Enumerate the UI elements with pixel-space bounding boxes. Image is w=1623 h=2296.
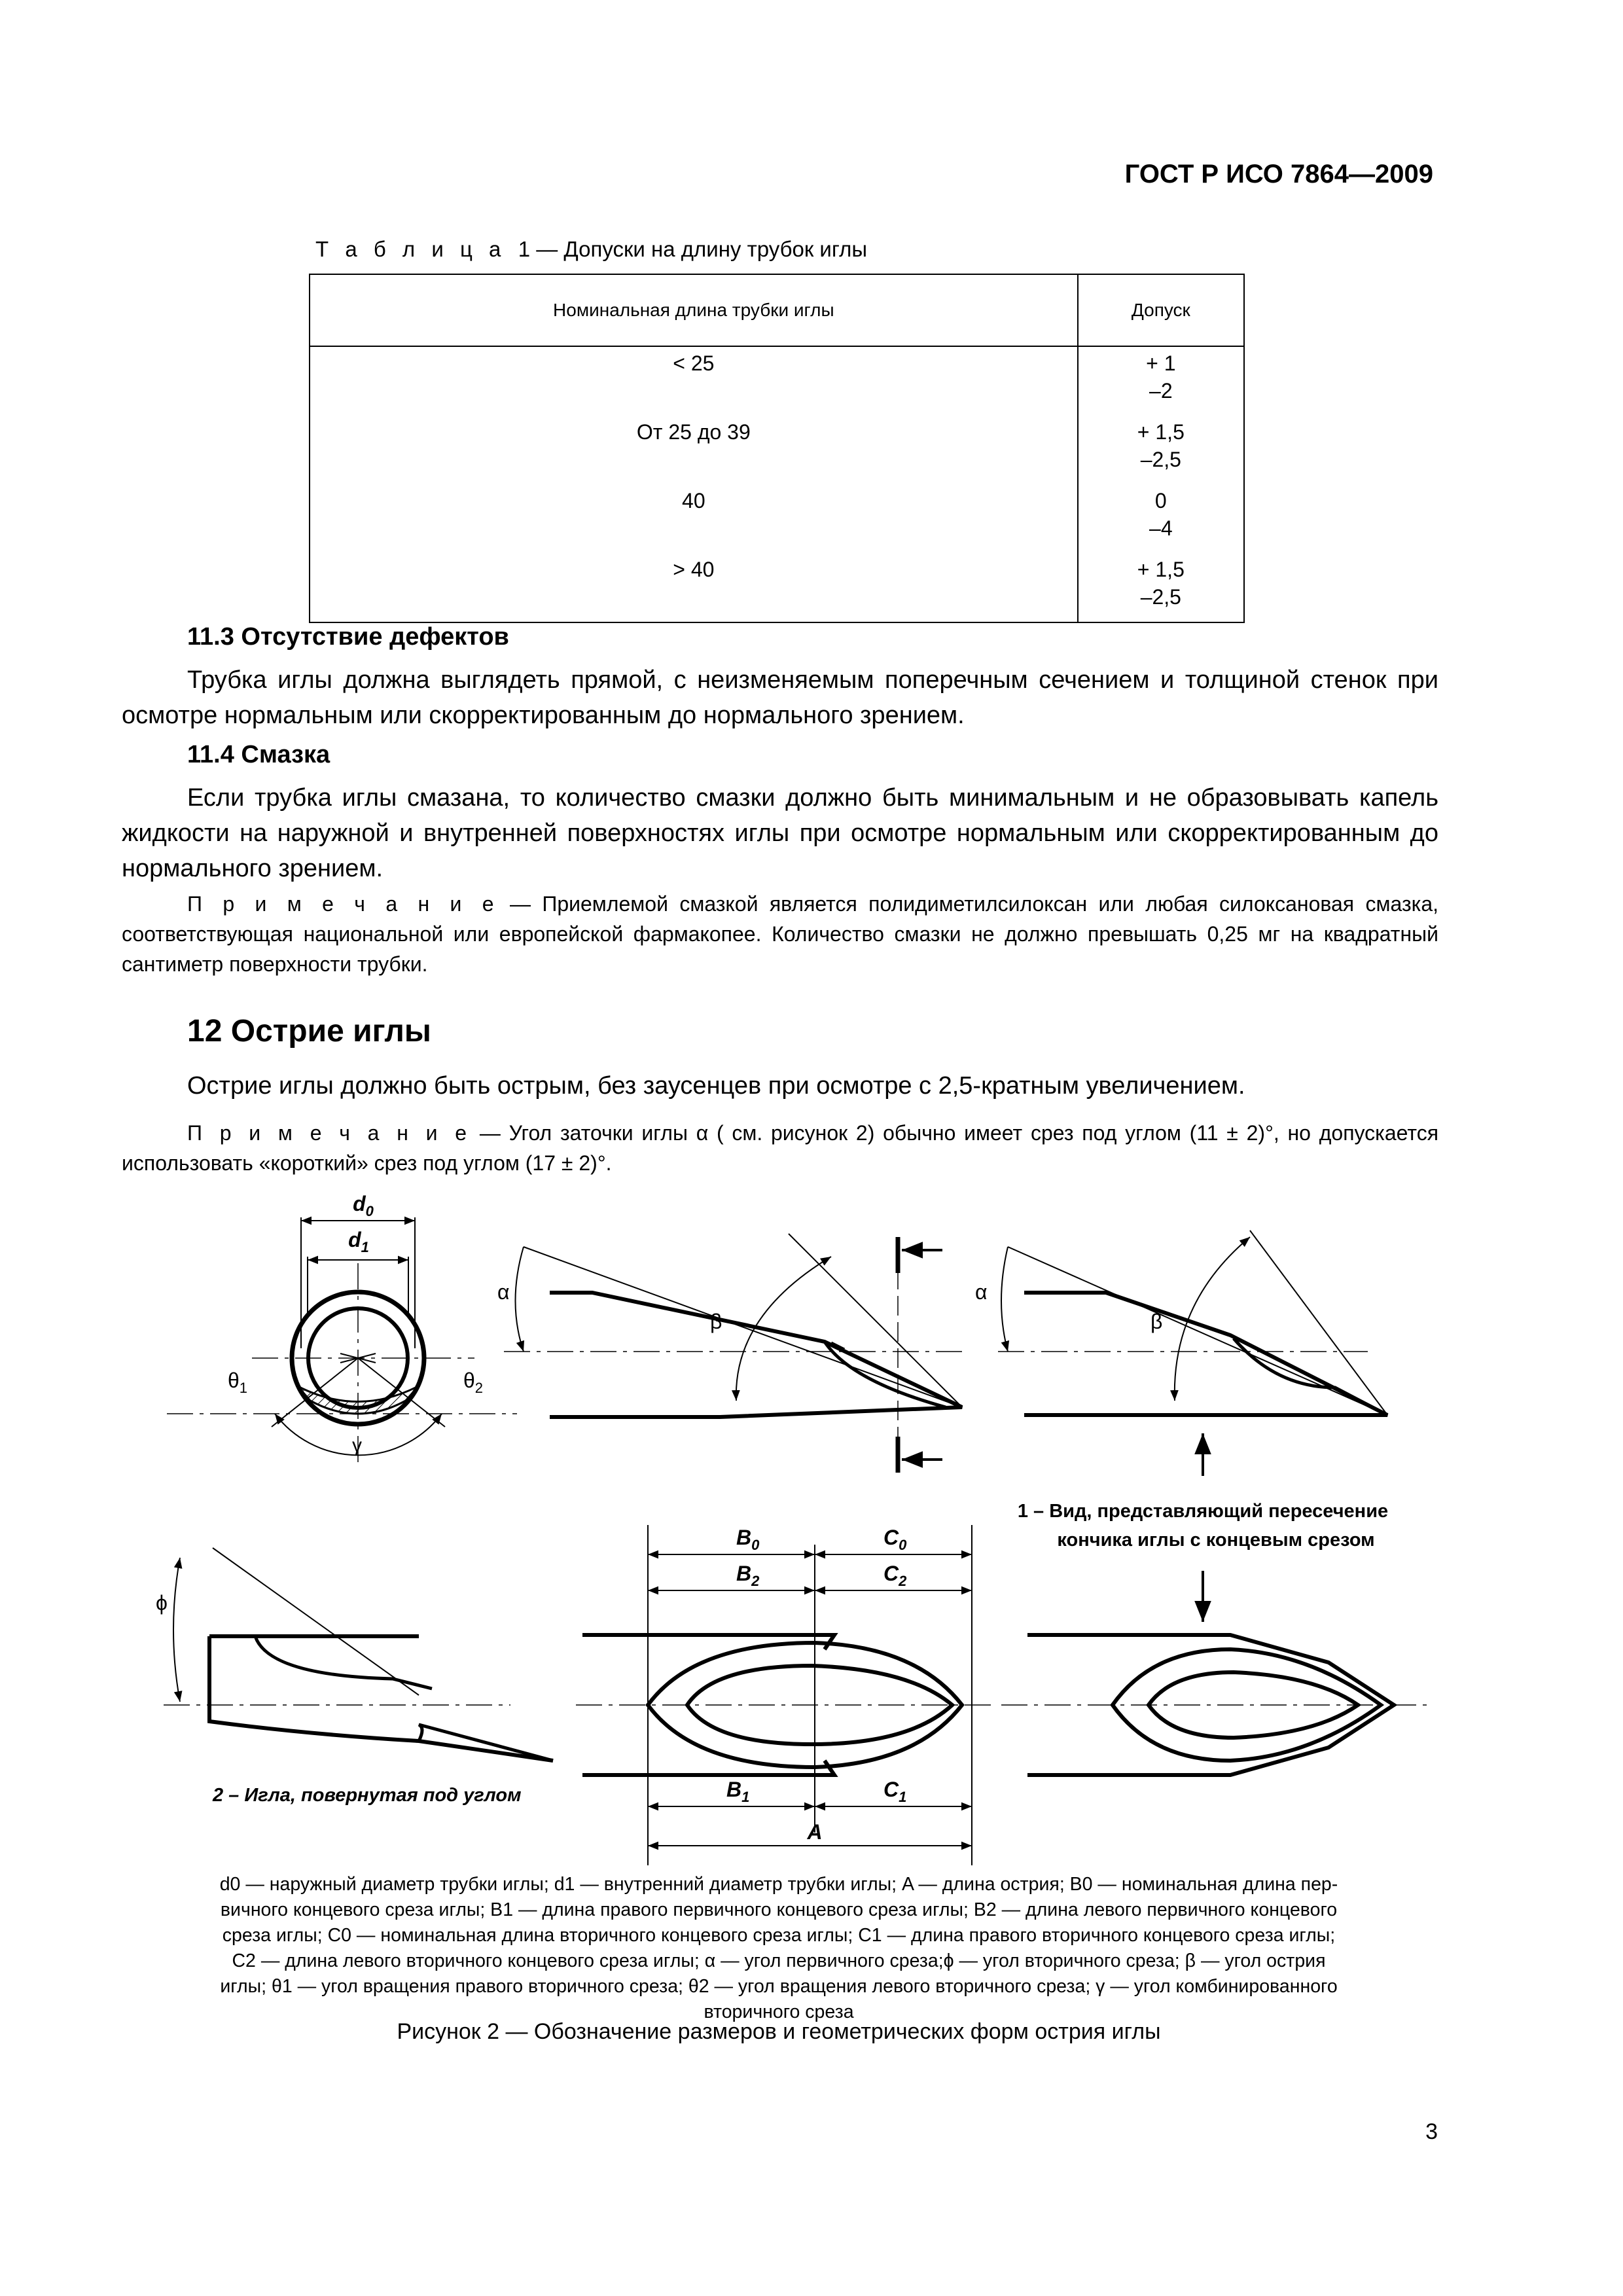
callout-point-view-line1: 1 – Вид, представляющий пересечение [1017,1501,1389,1522]
section-heading-11-3: 11.3 Отсутствие дефектов [187,623,509,651]
tolerance-minus: –2 [1149,379,1173,403]
label-alpha: α [975,1280,988,1304]
top-view-dimensions [576,1525,995,1865]
legend-line: иглы; θ1 — угол вращения правого вторичного среза; θ2 — угол вращения левого вторичного среза; γ — угол комбинированного [220,1976,1338,1997]
label-C1: $C_1$ [883,1778,907,1805]
column-header: Номинальная длина трубки иглы [310,274,1078,346]
legend-line: C2 — длина левого вторичного концевого среза иглы; α — угол первичного среза;ϕ — угол вторичного среза; β — угол острия [232,1950,1326,1971]
label-C0: $C_0$ [883,1526,907,1553]
section-text-12: Острие иглы должно быть острым, без заусенцев при осмотре с 2,5-кратным увеличением. [187,1072,1245,1100]
label-gamma: γ [352,1435,362,1456]
tolerance-minus: –2,5 [1140,448,1181,471]
label-beta: β [710,1310,722,1333]
label-phi: ϕ [156,1591,168,1615]
standard-designation: ГОСТ Р ИСО 7864—2009 [1124,160,1433,188]
figure-caption: Рисунок 2 — Обозначение размеров и геометрических форм острия иглы [397,2019,1161,2044]
side-view-primary [504,1234,969,1476]
label-theta1: $\theta_1$ [228,1369,248,1396]
tolerance-plus: + 1,5 [1137,420,1185,444]
note-text: — Приемлемой смазкой является полидиметилсилоксан или любая силоксановая смазка, соответствующая национальной или европейской фармакопее. Количество смазки не должно превышать 0,25 мг на квадратный сантиметр поверхности трубки. [122,892,1439,976]
figure-legend [121,1872,1436,2025]
table-cell-length: От 25 до 39 [310,416,1078,484]
label-C2: $C_2$ [883,1562,907,1589]
table-caption-label: Т а б л и ц а [315,237,507,261]
tolerance-plus: 0 [1154,489,1167,512]
label-B2: $B_2$ [736,1562,760,1589]
column-header: Допуск [1078,274,1244,346]
tolerance-minus: –4 [1149,516,1173,540]
tolerance-plus: + 1 [1146,351,1176,375]
section-text-11-3: Трубка иглы должна выглядеть прямой, с неизменяемым поперечным сечением и толщиной стенок при осмотре нормальным или скорректированным до нормального зрением. [122,666,1438,729]
label-d0: $d_0$ [353,1192,374,1219]
label-B0: $B_0$ [736,1526,760,1553]
label-A: A [807,1820,823,1844]
point-intersection-view [1001,1571,1427,1775]
page-number: 3 [1425,2119,1438,2144]
note-label: П р и м е ч а н и е [187,892,499,916]
legend-line: вичного концевого среза иглы; B1 — длина правого первичного концевого среза иглы; B2 — длина левого первичного концевого [220,1899,1338,1920]
legend-line: вторичного среза [704,2001,854,2022]
section-heading-12: 12 Острие иглы [187,1014,431,1049]
label-beta: β [1150,1310,1163,1333]
callout-rotated-needle: 2 – Игла, повернутая под углом [213,1785,522,1806]
tolerance-plus: + 1,5 [1137,558,1185,581]
table-caption-text: 1 — Допуски на длину трубок иглы [518,237,868,261]
tolerance-minus: –2,5 [1140,585,1181,609]
table-cell-length: < 25 [310,346,1078,416]
side-view-point [998,1230,1387,1476]
legend-line: d0 — наружный диаметр трубки иглы; d1 — внутренний диаметр трубки иглы; A — длина острия; B0 — номинальная длина пер- [219,1874,1338,1895]
label-theta2: $\theta_2$ [463,1369,484,1396]
section-heading-11-4: 11.4 Смазка [187,741,330,768]
note-label: П р и м е ч а н и е [187,1121,472,1145]
section-text-11-4: Если трубка иглы смазана, то количество смазки должно быть минимальным и не образовывать капель жидкости на наружной и внутренней поверхностях иглы при осмотре нормальным или скорректированным до нормального зрением. [122,784,1438,882]
rotated-needle-view [167,1414,517,1636]
label-d1: $d_1$ [348,1228,369,1255]
table-cell-length: > 40 [310,553,1078,622]
table-cell-length: 40 [310,484,1078,553]
rotated-needle-body [164,1548,553,1761]
label-alpha: α [497,1280,510,1304]
note-text: — Угол заточки иглы α ( см. рисунок 2) обычно имеет срез под углом (11 ± 2)°, но допускается использовать «короткий» срез под углом (17 ± 2)°. [122,1121,1439,1175]
callout-point-view-line2: кончика иглы с концевым срезом [1057,1530,1375,1551]
label-B1: $B_1$ [726,1778,750,1805]
legend-line: среза иглы; C0 — номинальная длина вторичного концевого среза иглы; C1 — длина правого вторичного концевого среза иглы; [222,1925,1336,1946]
